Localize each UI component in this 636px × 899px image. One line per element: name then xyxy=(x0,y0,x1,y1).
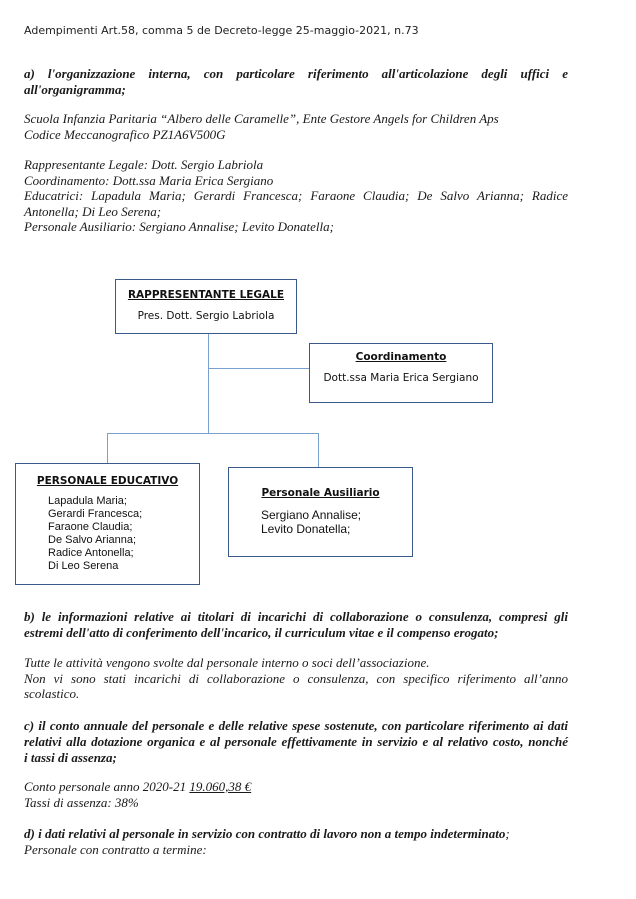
section-b-title-line1: b) le informazioni relative ai titolari di incarichi di collaborazione o consulenza, compresi gli xyxy=(24,609,568,624)
educational-members-list xyxy=(48,495,199,573)
coordination-box-name: Dott.ssa Maria Erica Sergiano xyxy=(323,372,479,384)
auxiliary-box-title: Personale Ausiliario xyxy=(261,487,380,499)
connector-to-auxiliary xyxy=(318,433,319,467)
list-item: Radice Antonella; xyxy=(48,547,134,559)
legal-rep-line: Rappresentante Legale: Dott. Sergio Labriola xyxy=(24,157,264,172)
legal-rep-box-title: RAPPRESENTANTE LEGALE xyxy=(127,289,285,301)
section-b-line3: scolastico. xyxy=(24,686,80,702)
section-d-title-text: d) i dati relativi al personale in servizio con contratto di lavoro non a tempo indeterminato xyxy=(24,826,506,841)
educational-box-title: PERSONALE EDUCATIVO xyxy=(36,475,179,487)
section-b-line2: Non vi sono stati incarichi di collaborazione o consulenza, con specifico riferimento all’anno xyxy=(24,670,568,686)
section-a-school-info xyxy=(24,111,568,142)
section-b-title xyxy=(24,609,568,641)
list-item: Faraone Claudia; xyxy=(48,521,133,533)
list-item: Gerardi Francesca; xyxy=(48,508,143,520)
section-b-title-line2: estremi dell'atto di conferimento dell'incarico, il curriculum vitae e il compenso erogato; xyxy=(24,625,499,640)
auxiliary-members-list xyxy=(261,508,412,536)
list-item: De Salvo Arianna; xyxy=(48,534,137,546)
auxiliary-staff-box xyxy=(228,467,413,557)
educational-staff-box xyxy=(15,463,200,585)
section-d-title xyxy=(24,826,568,842)
cost-label: Conto personale anno 2020-21 xyxy=(24,779,187,794)
section-c-title-line2: relativi alla dotazione organica e al personale effettivamente in servizio e al relativo costo, nonché xyxy=(24,734,568,749)
section-a-title xyxy=(24,66,568,98)
section-a-staff-info xyxy=(24,157,568,235)
educators-line2: Antonella; Di Leo Serena; xyxy=(24,203,162,219)
section-a-title-line2: all'organigramma; xyxy=(24,82,126,97)
cost-value: 19.060,38 € xyxy=(189,779,252,794)
coordination-box xyxy=(309,343,493,403)
connector-to-educational xyxy=(107,433,108,463)
school-line: Scuola Infanzia Paritaria “Albero delle Caramelle”, Ente Gestore Angels for Children Aps xyxy=(24,111,499,126)
absence-line: Tassi di assenza: 38% xyxy=(24,794,139,810)
section-c-title-line3: i tassi di assenza; xyxy=(24,750,117,765)
section-d-title-suffix: ; xyxy=(505,826,510,841)
section-c-body xyxy=(24,779,568,810)
section-c-title-line1: c) il conto annuale del personale e delle relative spese sostenute, con particolare riferimento ai dati xyxy=(24,718,568,733)
section-b-line1: Tutte le attività vengono svolte dal personale interno o soci dell’associazione. xyxy=(24,655,430,670)
list-item: Levito Donatella; xyxy=(261,522,351,536)
section-d xyxy=(24,826,568,857)
coordination-line: Coordinamento: Dott.ssa Maria Erica Sergiano xyxy=(24,172,274,188)
list-item: Di Leo Serena xyxy=(48,560,119,572)
section-a-title-line1: a) l'organizzazione interna, con particolare riferimento all'articolazione degli uffici e xyxy=(24,66,568,81)
connector-horizontal-bottom xyxy=(107,433,319,434)
list-item: Lapadula Maria; xyxy=(48,495,127,507)
cost-line xyxy=(24,779,568,795)
connector-vertical-main xyxy=(208,334,209,433)
list-item: Sergiano Annalise; xyxy=(261,508,362,522)
auxiliary-line: Personale Ausiliario: Sergiano Annalise; Levito Donatella; xyxy=(24,219,334,235)
legal-rep-box-name: Pres. Dott. Sergio Labriola xyxy=(137,310,275,322)
coordination-box-title: Coordinamento xyxy=(355,351,447,363)
educators-line1: Educatrici: Lapadula Maria; Gerardi Francesca; Faraone Claudia; De Salvo Arianna; Radice xyxy=(24,188,568,204)
code-line: Codice Meccanografico PZ1A6V500G xyxy=(24,126,226,142)
section-b-body xyxy=(24,655,568,702)
section-d-line1: Personale con contratto a termine: xyxy=(24,841,207,857)
legal-rep-box xyxy=(115,279,297,334)
connector-to-coordination xyxy=(208,368,310,369)
section-c-title xyxy=(24,718,568,766)
document-header: Adempimenti Art.58, comma 5 de Decreto-legge 25-maggio-2021, n.73 xyxy=(24,24,419,37)
